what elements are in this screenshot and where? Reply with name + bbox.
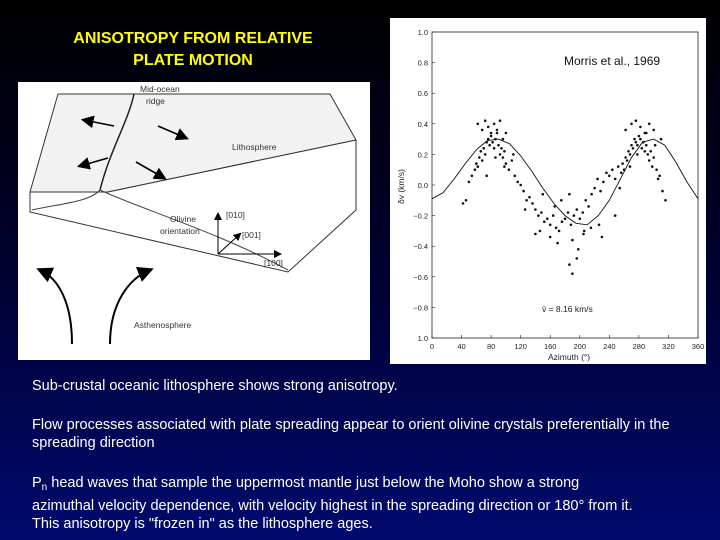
data-point [624,129,627,132]
chart-annotation: v̄ = 8.16 km/s [542,304,593,314]
y-tick-label: 0.6 [417,89,428,99]
data-point [642,141,645,144]
data-point [496,129,499,132]
pn-line-3: This anisotropy is "frozen in" as the lithosphere ages. [32,516,373,532]
data-point [543,220,546,223]
data-point [484,153,487,156]
data-point [638,135,641,138]
data-point [531,202,534,205]
data-point [661,190,664,193]
data-point [605,172,608,175]
data-point [487,126,490,129]
y-tick-label: −0.6 [413,272,428,282]
data-point [477,165,480,168]
data-point [651,165,654,168]
data-point [660,138,663,141]
ridge-label-line2: ridge [146,96,165,106]
data-point [499,119,502,122]
data-point [644,150,647,153]
data-point [579,217,582,220]
data-point [549,236,552,239]
data-point [568,193,571,196]
data-point [648,123,651,126]
x-tick-label: 240 [603,342,616,351]
ridge-diagram-panel [18,82,370,360]
data-point [664,199,667,202]
data-point [503,150,506,153]
x-tick-label: 120 [514,342,527,351]
x-tick-label: 320 [662,342,675,351]
data-point [508,168,511,171]
data-point [635,119,638,122]
paragraph-anisotropy: Sub-crustal oceanic lithosphere shows strong anisotropy. [32,378,398,394]
data-point [577,248,580,251]
data-point [624,156,627,159]
data-point [553,205,556,208]
data-point [462,202,465,205]
data-point [539,230,542,233]
data-point [480,150,483,153]
data-point [542,193,545,196]
x-tick-label: 160 [543,342,557,351]
data-point [590,227,593,230]
data-point [648,159,651,162]
data-point [534,233,537,236]
data-point [537,214,540,217]
data-point [571,272,574,275]
x-tick-label: 280 [632,342,646,351]
y-tick-label: 1.0 [417,334,428,343]
data-point [564,217,567,220]
data-point [618,187,621,190]
data-point [475,162,478,165]
data-point [487,138,490,141]
data-point [497,144,500,147]
y-tick-label: 1.0 [417,28,428,37]
x-tick-label: 40 [457,342,466,351]
data-point [647,153,650,156]
data-point [617,165,620,168]
data-point [627,150,630,153]
data-point [567,211,570,214]
y-tick-label: −0.8 [413,303,428,313]
y-axis-label: δv (km/s) [396,169,406,204]
data-point [602,181,605,184]
data-point [657,178,660,181]
data-point [639,126,642,129]
data-point [655,168,658,171]
data-point [620,172,623,175]
data-point [477,123,480,126]
data-point [629,165,632,168]
data-point [512,153,515,156]
data-point [584,199,587,202]
data-point [576,257,579,260]
data-point [481,159,484,162]
data-point [465,199,468,202]
data-point [546,217,549,220]
y-tick-label: 0.8 [417,58,428,68]
data-point [614,214,617,217]
plot-area [432,32,698,338]
chart-citation: Morris et al., 1969 [564,54,661,68]
data-point [478,156,481,159]
ridge-label-line1: Mid-ocean [140,84,180,94]
data-point [540,211,543,214]
upwelling-arrow-left [40,270,72,344]
data-point [573,214,576,217]
data-point [525,199,528,202]
upwelling-arrow-right [110,270,150,344]
data-point [491,141,494,144]
data-point [524,208,527,211]
pn-subscript: n [41,482,48,493]
data-point [484,119,487,122]
data-point [635,141,638,144]
data-point [652,156,655,159]
data-point [614,178,617,181]
axis-100-label: [100] [264,258,283,268]
y-tick-label: 0.4 [417,119,428,129]
paragraph-pn-waves [32,474,712,533]
data-point [611,168,614,171]
data-point [522,190,525,193]
data-point [596,178,599,181]
data-point [493,147,496,150]
data-point [516,181,519,184]
data-point [549,224,552,227]
olivine-label-line1: Olivine [170,214,196,224]
y-tick-label: −0.4 [413,242,428,252]
data-point [576,208,579,211]
data-point [499,153,502,156]
pn-line-2: azimuthal velocity dependence, with velocity highest in the spreading direction or 180° from it. [32,498,633,514]
data-point [593,187,596,190]
data-point [511,159,514,162]
data-point [583,230,586,233]
data-point [519,184,522,187]
data-point [485,141,488,144]
data-point [636,153,639,156]
data-point [493,123,496,126]
pn-line-1-text: head waves that sample the uppermost mantle just below the Moho show a strong [47,475,580,491]
data-point [645,132,648,135]
data-point [601,236,604,239]
x-tick-label: 80 [486,342,496,351]
data-point [561,220,564,223]
data-point [626,159,629,162]
data-point [558,230,561,233]
y-tick-label: 0.2 [417,150,428,160]
data-point [599,190,602,193]
data-point [582,233,585,236]
data-point [632,147,635,150]
data-point [652,129,655,132]
data-point [639,138,642,141]
paragraph-flow-processes: Flow processes associated with plate spreading appear to orient olivine crystals preferentially in the spreading direction [32,417,670,451]
x-axis-label: Azimuth (°) [548,352,591,362]
y-tick-label: −0.2 [413,211,428,221]
data-point [490,132,493,135]
data-point [649,150,652,153]
data-point [502,138,505,141]
axis-010-label: [010] [226,210,245,220]
data-point [608,175,611,178]
data-point [633,138,636,141]
data-point [468,181,471,184]
data-point [500,147,503,150]
data-point [560,199,563,202]
data-point [528,196,531,199]
data-point [571,239,574,242]
olivine-label-line2: orientation [160,226,200,236]
data-point [555,227,558,230]
data-point [623,168,626,171]
slide-title-line2: PLATE MOTION [133,52,253,69]
data-point [629,153,632,156]
axis-001-label: [001] [242,230,261,240]
data-point [494,156,497,159]
data-point [552,214,555,217]
slide-title [30,28,356,72]
data-point [568,263,571,266]
data-point [494,138,497,141]
anisotropy-scatter-chart [390,18,706,364]
data-point [621,162,624,165]
anisotropy-chart-panel [390,18,706,364]
data-point [630,123,633,126]
data-point [490,135,493,138]
data-point [630,144,633,147]
data-point [581,211,584,214]
data-point [502,156,505,159]
data-point [505,162,508,165]
data-point [590,193,593,196]
data-point [505,132,508,135]
data-point [488,144,491,147]
x-tick-label: 200 [573,342,587,351]
data-point [534,208,537,211]
data-point [587,205,590,208]
data-point [496,132,499,135]
data-point [485,175,488,178]
data-point [641,147,644,150]
slide-title-line1: ANISOTROPY FROM RELATIVE [73,30,313,47]
data-point [482,147,485,150]
data-point [556,242,559,245]
pn-line-1 [32,474,712,497]
data-point [636,144,639,147]
asthenosphere-label: Asthenosphere [134,320,192,330]
data-point [514,175,517,178]
data-point [598,224,601,227]
pn-letter: P [32,475,42,491]
y-tick-label: 0.0 [417,181,428,190]
data-point [474,168,477,171]
data-point [481,129,484,132]
data-point [503,165,506,168]
data-point [570,224,573,227]
x-tick-label: 360 [691,342,705,351]
data-point [658,175,661,178]
data-point [654,144,657,147]
data-point [471,175,474,178]
ridge-block-diagram [18,82,370,360]
data-point [645,144,648,147]
lithosphere-label: Lithosphere [232,142,277,152]
x-tick-label: 0 [429,342,435,351]
